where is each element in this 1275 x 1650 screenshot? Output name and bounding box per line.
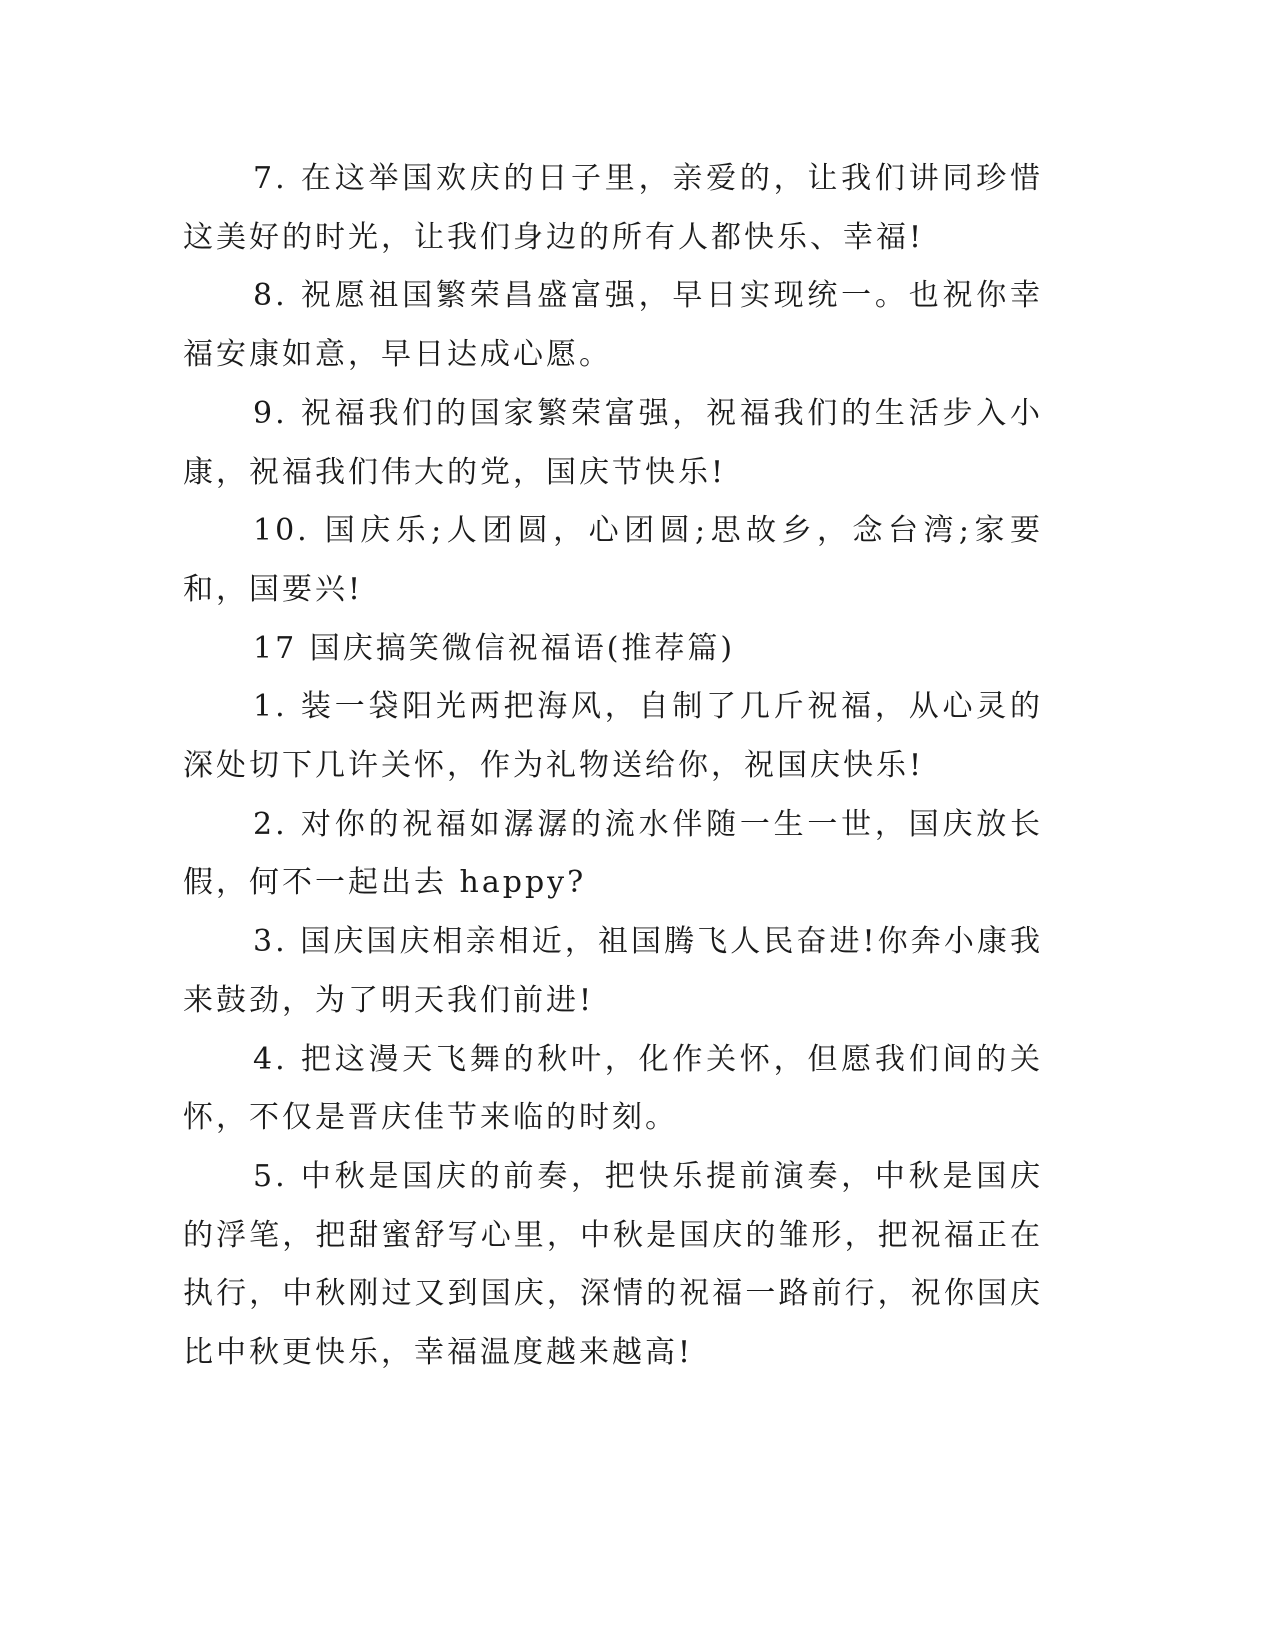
paragraph-funny-1: 1. 装一袋阳光两把海风，自制了几斤祝福，从心灵的深处切下几许关怀，作为礼物送给你，祝国庆快乐!: [183, 689, 1043, 784]
paragraph-funny-3: 3. 国庆国庆相亲相近，祖国腾飞人民奋进!你奔小康我来鼓劲，为了明天我们前进!: [183, 924, 1043, 1018]
document-body: [183, 150, 1043, 1383]
paragraph-wish-8: 8. 祝愿祖国繁荣昌盛富强，早日实现统一。也祝你幸福安康如意，早日达成心愿。: [183, 278, 1043, 373]
paragraph-wish-10: 10. 国庆乐;人团圆，心团圆;思故乡，念台湾;家要和，国要兴!: [183, 513, 1043, 607]
paragraph-funny-5: 5. 中秋是国庆的前奏，把快乐提前演奏，中秋是国庆的浮笔，把甜蜜舒写心里，中秋是国庆的雏形，把祝福正在执行，中秋刚过又到国庆，深情的祝福一路前行，祝你国庆比中秋更快乐，幸福温度越来越高!: [183, 1158, 1043, 1371]
paragraph-funny-4: 4. 把这漫天飞舞的秋叶，化作关怀，但愿我们间的关怀，不仅是晋庆佳节来临的时刻。: [183, 1041, 1043, 1136]
paragraph-funny-2: 2. 对你的祝福如潺潺的流水伴随一生一世，国庆放长假，何不一起出去 happy?: [183, 806, 1043, 901]
paragraph-wish-9: 9. 祝福我们的国家繁荣富强，祝福我们的生活步入小康，祝福我们伟大的党，国庆节快乐!: [183, 395, 1043, 490]
section-heading: 17 国庆搞笑微信祝福语(推荐篇): [253, 630, 736, 666]
paragraph-wish-7: 7. 在这举国欢庆的日子里，亲爱的，让我们讲同珍惜这美好的时光，让我们身边的所有人都快乐、幸福!: [183, 161, 1043, 255]
